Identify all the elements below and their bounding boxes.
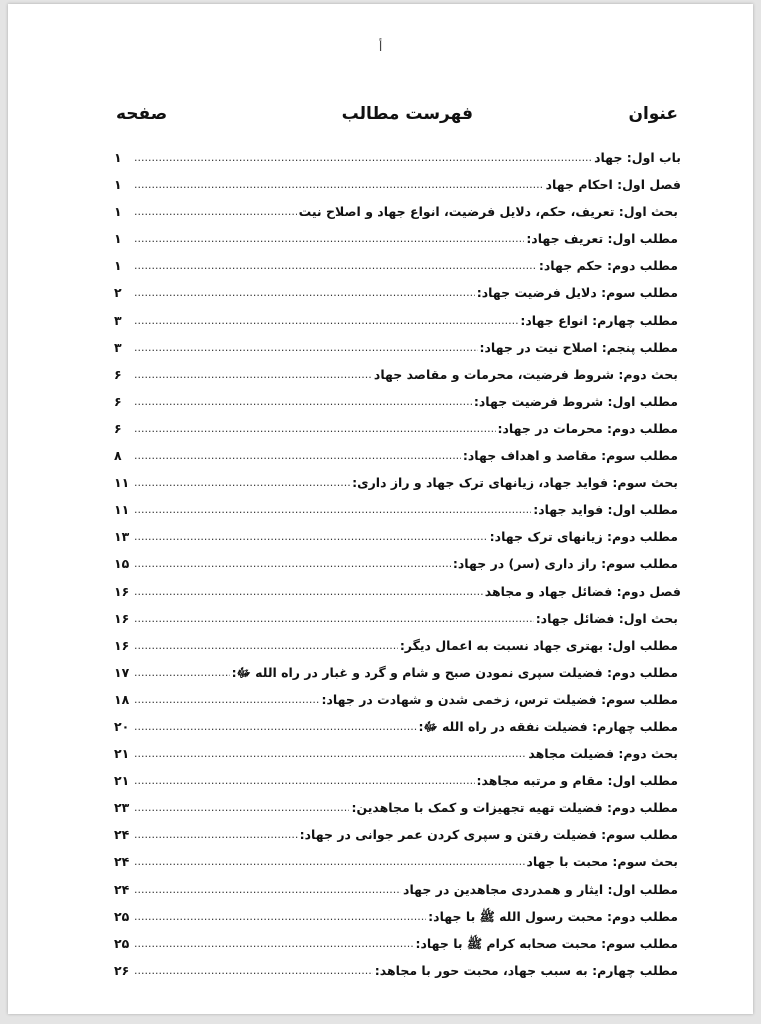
toc-entry-title: مطلب چهارم: فضیلت نفقه در راه الله ﷻ: <box>418 718 678 734</box>
toc-entry[interactable] <box>114 252 681 279</box>
dot-leader <box>134 361 372 388</box>
toc-entry[interactable] <box>114 442 681 469</box>
page-letter: أ <box>378 40 383 55</box>
toc-entry[interactable] <box>114 605 681 632</box>
toc-entry[interactable] <box>114 307 681 334</box>
toc-entry-page-number: ۱۶ <box>114 583 130 599</box>
dot-leader <box>134 334 478 361</box>
toc-entry-page-number: ۲۴ <box>114 881 130 897</box>
dot-leader <box>134 198 297 225</box>
toc-entry-page-number: ۲۴ <box>114 854 130 870</box>
toc-entry-title: مطلب اول: ایثار و همدردی مجاهدین در جهاد <box>403 881 678 897</box>
toc-entry-title: مطلب اول: بهتری جهاد نسبت به اعمال دیگر: <box>399 637 678 653</box>
toc-entry[interactable] <box>114 550 681 577</box>
page-title: فهرست مطالب <box>341 104 473 124</box>
toc-entry[interactable] <box>114 144 681 171</box>
toc-entry-page-number: ۲۵ <box>114 908 130 924</box>
toc-entry-title: مطلب دوم: محبت رسول الله ﷺ با جهاد: <box>428 908 678 924</box>
dot-leader <box>134 821 298 848</box>
toc-entry-page-number: ۱۳ <box>114 529 130 545</box>
toc-entry[interactable] <box>114 415 681 442</box>
toc-entry[interactable] <box>114 334 681 361</box>
toc-entry-page-number: ۱ <box>114 204 122 220</box>
toc-entry-title: مطلب سوم: راز داری (سر) در جهاد: <box>452 556 678 572</box>
dot-leader <box>134 848 525 875</box>
toc-entry-title: مطلب سوم: دلایل فرضیت جهاد: <box>476 285 678 301</box>
toc-entry-title: مطلب اول: شروط فرضیت جهاد: <box>473 393 678 409</box>
toc-entry-page-number: ۲۱ <box>114 746 130 762</box>
toc-entry-page-number: ۱۷ <box>114 664 130 680</box>
dot-leader <box>134 442 461 469</box>
toc-entry-title: مطلب اول: فواید جهاد: <box>533 502 678 518</box>
dot-leader <box>134 496 531 523</box>
toc-entry[interactable] <box>114 171 681 198</box>
toc-entry[interactable] <box>114 659 681 686</box>
toc-entry-title: بحث دوم: شروط فرضیت، محرمات و مقاصد جهاد <box>373 366 678 382</box>
toc-entry-page-number: ۲۱ <box>114 773 130 789</box>
toc-entry-page-number: ۱۶ <box>114 610 130 626</box>
toc-entry[interactable] <box>114 957 681 984</box>
toc-entry-title: مطلب دوم: حکم جهاد: <box>538 258 678 274</box>
toc-entry-page-number: ۱ <box>114 231 122 247</box>
toc-entry-title: مطلب پنجم: اصلاح نیت در جهاد: <box>479 339 678 355</box>
table-of-contents <box>114 144 681 984</box>
toc-entry[interactable] <box>114 361 681 388</box>
dot-leader <box>134 930 414 957</box>
toc-entry[interactable] <box>114 740 681 767</box>
document-page <box>8 4 753 1014</box>
toc-entry-title: مطلب دوم: فضیلت تهیه تجهیزات و کمک با مجاهدین: <box>351 800 678 816</box>
toc-entry-page-number: ۲۶ <box>114 962 130 978</box>
toc-entry[interactable] <box>114 388 681 415</box>
toc-entry-title: باب اول: جهاد <box>594 150 681 165</box>
toc-entry[interactable] <box>114 794 681 821</box>
toc-entry[interactable] <box>114 903 681 930</box>
toc-entry-page-number: ۱۶ <box>114 637 130 653</box>
dot-leader <box>134 307 518 334</box>
dot-leader <box>134 550 451 577</box>
toc-header <box>116 104 678 128</box>
dot-leader <box>134 659 230 686</box>
toc-entry[interactable] <box>114 469 681 496</box>
toc-entry-page-number: ۱ <box>114 177 122 193</box>
dot-leader <box>134 903 426 930</box>
toc-entry[interactable] <box>114 496 681 523</box>
toc-entry-page-number: ۶ <box>114 420 122 436</box>
toc-entry-title: مطلب سوم: مقاصد و اهداف جهاد: <box>462 448 678 464</box>
toc-entry-title: مطلب سوم: فضیلت رفتن و سپری کردن عمر جوانی در جهاد: <box>299 827 678 843</box>
toc-entry[interactable] <box>114 632 681 659</box>
dot-leader <box>134 686 320 713</box>
toc-entry[interactable] <box>114 848 681 875</box>
dot-leader <box>134 171 544 198</box>
toc-entry[interactable] <box>114 198 681 225</box>
toc-entry-title: فصل اول: احکام جهاد <box>545 177 681 193</box>
toc-entry-page-number: ۱۱ <box>114 475 130 491</box>
toc-entry-page-number: ۱۸ <box>114 691 130 707</box>
dot-leader <box>134 469 350 496</box>
toc-entry[interactable] <box>114 523 681 550</box>
toc-entry-title: مطلب اول: مقام و مرتبه مجاهد: <box>476 773 678 789</box>
toc-entry-title: مطلب سوم: فضیلت ترس، زخمی شدن و شهادت در جهاد: <box>321 691 678 707</box>
toc-entry-title: بحث سوم: محبت با جهاد <box>526 854 678 870</box>
toc-entry-title: بحث اول: تعریف، حکم، دلایل فرضیت، انواع جهاد و اصلاح نیت <box>298 204 678 220</box>
toc-entry[interactable] <box>114 930 681 957</box>
toc-entry[interactable] <box>114 821 681 848</box>
toc-entry-page-number: ۸ <box>114 448 122 464</box>
toc-entry-title: فصل دوم: فضائل جهاد و مجاهد <box>484 583 681 599</box>
dot-leader <box>134 713 417 740</box>
toc-entry-title: مطلب اول: تعریف جهاد: <box>526 231 678 247</box>
dot-leader <box>134 740 526 767</box>
toc-entry-page-number: ۳ <box>114 312 122 328</box>
toc-entry[interactable] <box>114 225 681 252</box>
toc-entry-title: مطلب دوم: محرمات در جهاد: <box>497 420 678 436</box>
dot-leader <box>134 767 475 794</box>
dot-leader <box>134 279 475 306</box>
dot-leader <box>134 794 349 821</box>
toc-entry-title: مطلب دوم: فضیلت سپری نمودن صبح و شام و گرد و غبار در راه الله ﷻ: <box>231 664 678 680</box>
toc-entry-page-number: ۱۱ <box>114 502 130 518</box>
toc-entry-title: مطلب چهارم: انواع جهاد: <box>520 312 678 328</box>
toc-entry-page-number: ۲۳ <box>114 800 130 816</box>
dot-leader <box>134 388 472 415</box>
toc-entry[interactable] <box>114 767 681 794</box>
dot-leader <box>134 605 534 632</box>
toc-entry-page-number: ۱ <box>114 258 122 274</box>
dot-leader <box>134 578 483 605</box>
dot-leader <box>134 876 401 903</box>
toc-entry-page-number: ۱ <box>114 150 122 165</box>
dot-leader <box>134 144 592 171</box>
dot-leader <box>134 632 398 659</box>
toc-entry-page-number: ۶ <box>114 393 122 409</box>
toc-entry-title: مطلب سوم: محبت صحابه کرام ﷺ با جهاد: <box>415 935 678 951</box>
toc-entry-page-number: ۲۵ <box>114 935 130 951</box>
dot-leader <box>134 415 496 442</box>
toc-entry-page-number: ۲ <box>114 285 122 301</box>
toc-entry-title: مطلب دوم: زیانهای ترک جهاد: <box>489 529 678 545</box>
toc-entry-page-number: ۳ <box>114 339 122 355</box>
toc-entry-title: بحث سوم: فواید جهاد، زیانهای ترک جهاد و راز داری: <box>352 475 678 491</box>
toc-entry[interactable] <box>114 279 681 306</box>
toc-entry-page-number: ۲۴ <box>114 827 130 843</box>
toc-entry-title: بحث اول: فضائل جهاد: <box>535 610 678 626</box>
header-title-column: عنوان <box>628 104 678 124</box>
toc-entry[interactable] <box>114 686 681 713</box>
dot-leader <box>134 252 537 279</box>
header-page-column: صفحه <box>116 104 168 124</box>
toc-entry[interactable] <box>114 876 681 903</box>
toc-entry[interactable] <box>114 713 681 740</box>
toc-entry-title: مطلب چهارم: به سبب جهاد، محبت حور با مجاهد: <box>374 962 678 978</box>
toc-entry-title: بحث دوم: فضیلت مجاهد <box>528 746 678 762</box>
toc-entry-page-number: ۶ <box>114 366 122 382</box>
dot-leader <box>134 523 488 550</box>
dot-leader <box>134 225 524 252</box>
dot-leader <box>134 957 373 984</box>
toc-entry-page-number: ۱۵ <box>114 556 130 572</box>
toc-entry[interactable] <box>114 578 681 605</box>
toc-entry-page-number: ۲۰ <box>114 718 130 734</box>
